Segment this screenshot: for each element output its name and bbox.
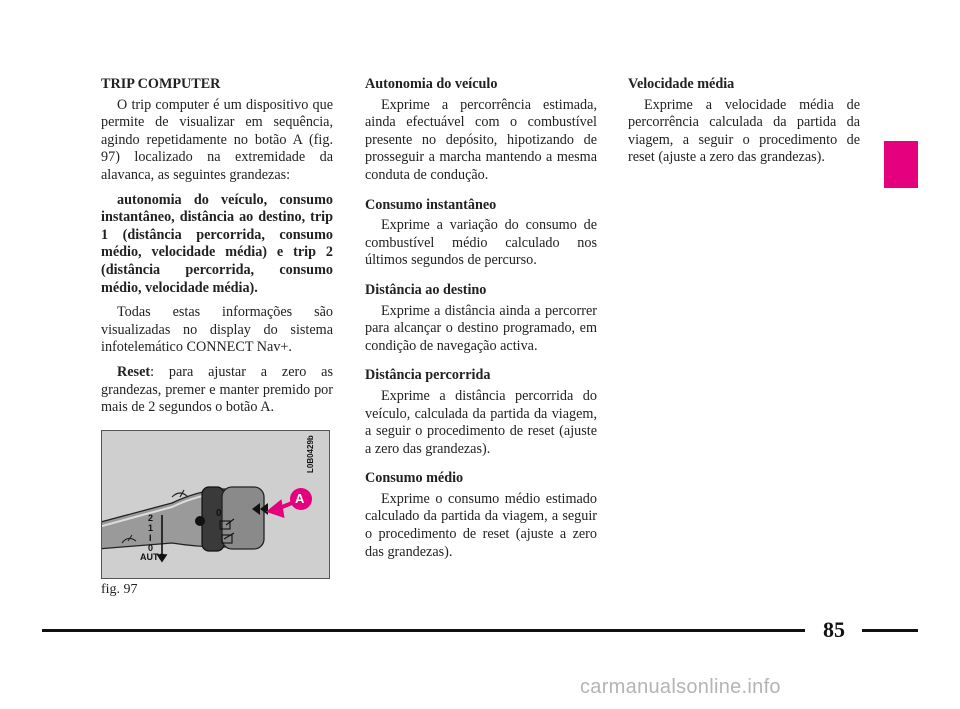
section-text: Exprime a variação do consumo de combustível médio calculado nos últimos segundos de percurso.: [365, 217, 597, 269]
section-distancia-percorrida: [365, 367, 597, 458]
section-consumo-instantaneo: [365, 197, 597, 270]
stalk-label-ring-0: 0: [216, 508, 222, 519]
button-dot: [195, 516, 205, 526]
section-text: Exprime a distância ainda a percorrer para alcançar o destino programado, em condição de navegação activa.: [365, 302, 597, 354]
watermark: carmanualsonline.info: [580, 676, 781, 698]
section-text: Exprime o consumo médio estimado calculado da partida da viagem, a seguir o procedimento de reset (ajuste a zero das grandezas).: [365, 490, 597, 560]
pointer-arrow-icon: [270, 503, 292, 515]
page-number: 85: [823, 617, 845, 642]
section-text: Exprime a velocidade média de percorrência calculada da partida da viagem, a seguir o procedimento de reset (ajuste a zero das grandezas).: [628, 96, 860, 166]
stalk-label-auto: AUTO: [140, 552, 166, 562]
reset-paragraph: [101, 364, 333, 417]
section-title: Distância percorrida: [365, 367, 491, 384]
trip-computer-quantities: autonomia do veículo, consumo instantâneo, distância ao destino, trip 1 (distância percorrida, consumo médio, velocidade média) e trip 2 (distância percorrida, consumo médio, velocidade média).: [101, 191, 333, 296]
section-tab-marker: [884, 141, 918, 188]
column-2: [365, 76, 597, 568]
stalk-label-i: I: [149, 533, 152, 543]
section-consumo-medio: [365, 470, 597, 561]
stalk-label-1: 1: [148, 523, 154, 533]
display-note: Todas estas informações são visualizadas no display do sistema infotelemático CONNECT Nav+.: [101, 304, 333, 356]
wiper-icon: [172, 490, 188, 497]
stalk-label-0: 0: [148, 543, 154, 553]
section-title: Distância ao destino: [365, 281, 487, 298]
column-1: [101, 76, 333, 424]
section-distancia-destino: [365, 282, 597, 355]
figure-code: L0B0429b: [306, 435, 315, 473]
section-title: Velocidade média: [628, 76, 735, 92]
column-3: [628, 76, 860, 174]
reset-label: Reset: [117, 363, 151, 380]
reset-text: : para ajustar a zero as grandezas, premer e manter premido por mais de 2 segundos o botão A.: [101, 363, 333, 416]
section-text: Exprime a percorrência estimada, ainda efectuável com o combustível presente no depósito, hipotizando de prosseguir a marcha mantendo a mesma conduta de condução.: [365, 96, 597, 183]
figure-97-stalk-illustration: [101, 430, 330, 579]
stalk-end-knob: [222, 487, 264, 549]
section-autonomia: [365, 76, 597, 185]
trip-computer-intro: O trip computer é um dispositivo que permite de visualizar em sequência, agindo repetidamente no botão A (fig. 97) localizado na extremidade da alavanca, as seguintes grandezas:: [101, 96, 333, 183]
stalk-label-2: 2: [148, 513, 154, 523]
callout-a-label: A: [295, 491, 305, 506]
stalk-ring: [202, 487, 224, 551]
section-velocidade-media: [628, 76, 860, 167]
section-title: Consumo instantâneo: [365, 196, 497, 213]
footer-rule-left: [42, 629, 805, 632]
section-title: Autonomia do veículo: [365, 76, 498, 92]
section-text: Exprime a distância percorrida do veículo, calculada da partida da viagem, a seguir o procedimento de reset (ajuste a zero das grandezas).: [365, 387, 597, 457]
figure-caption: fig. 97: [101, 582, 138, 597]
section-heading-trip-computer: TRIP COMPUTER: [101, 76, 221, 92]
section-title: Consumo médio: [365, 470, 464, 487]
footer-rule-right: [862, 629, 918, 632]
